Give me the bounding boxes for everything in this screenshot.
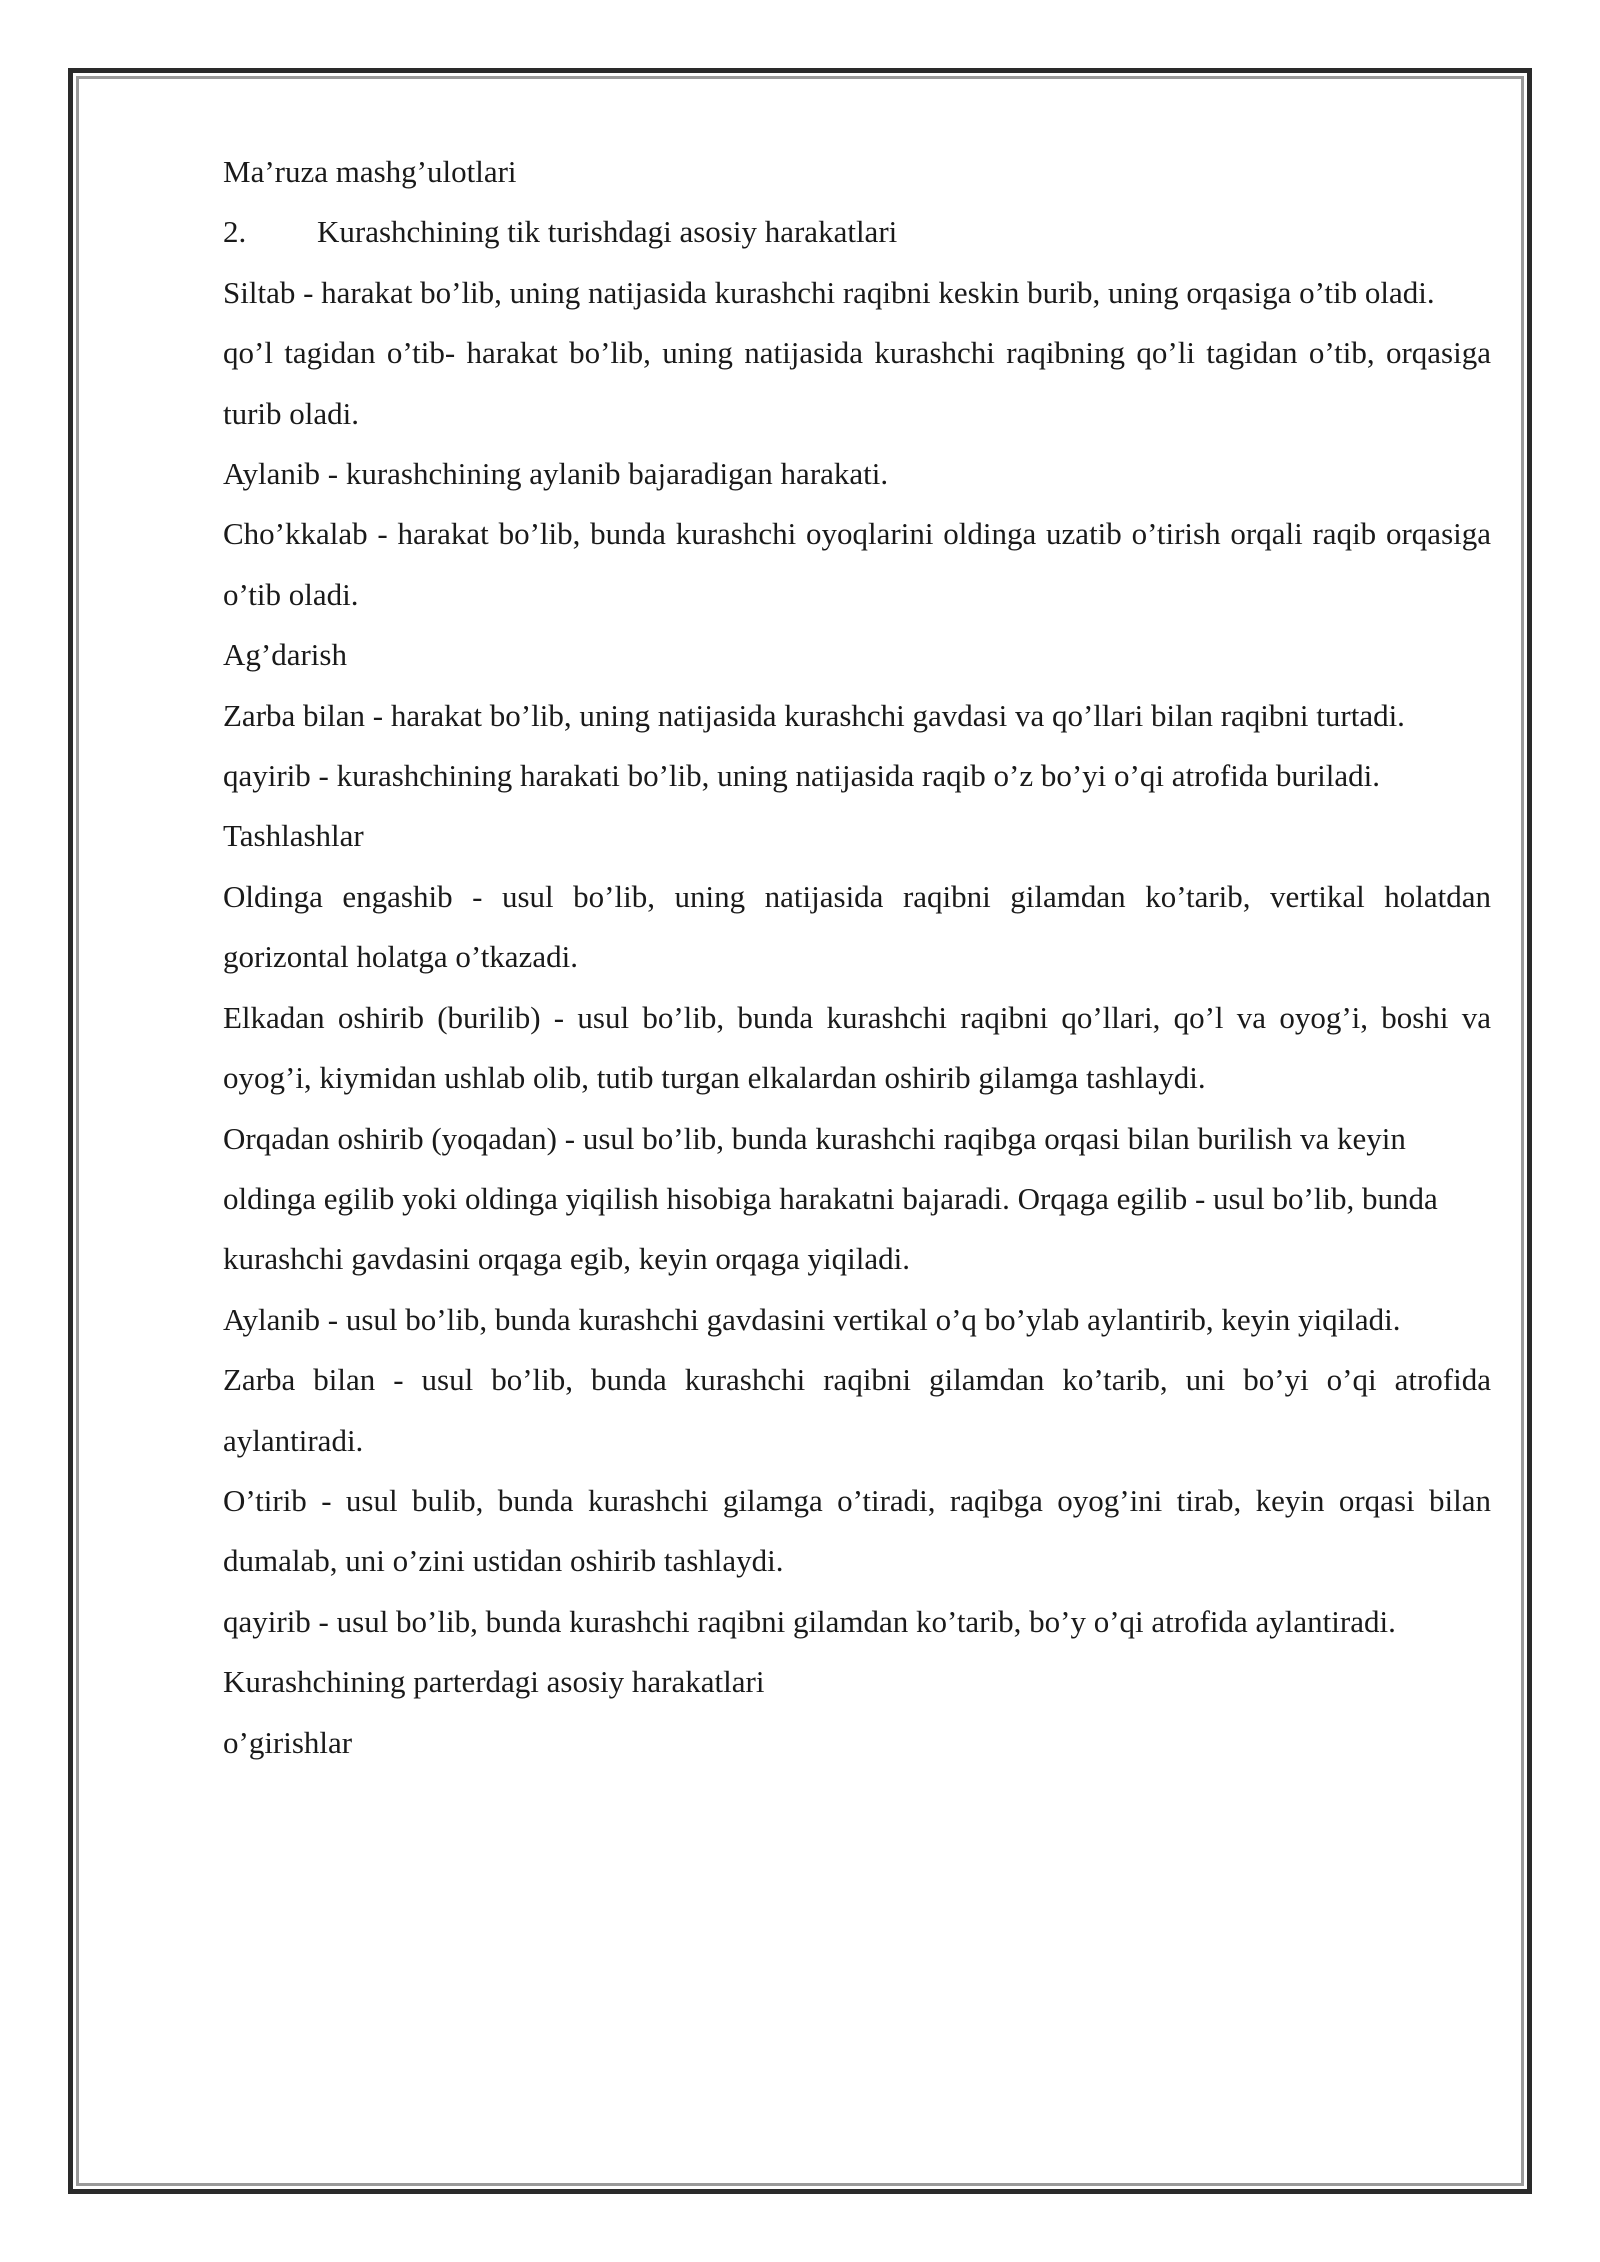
paragraph-orqadan-oshirib: Orqadan oshirib (yoqadan) - usul bo’lib, bunda kurashchi raqibga orqasi bilan burilish va keyin oldinga egilib yoki oldinga yiqilish hisobiga harakatni bajaradi. Orqaga egilib - usul bo’lib, bunda kurashchi gavdasini orqaga egib, keyin orqaga yiqiladi. — [223, 1120, 1438, 1277]
paragraph-elkadan-oshirib: Elkadan oshirib (burilib) - usul bo’lib, bunda kurashchi raqibni qo’llari, qo’l va oyog’i, boshi va oyog’i, kiymidan ushlab olib, tutib turgan elkalardan oshirib gilamga tashlaydi. — [223, 999, 1491, 1096]
paragraph-aylanib-harakat: Aylanib - kurashchining aylanib bajaradigan harakati. — [223, 456, 889, 492]
section-number: 2. — [223, 214, 247, 250]
paragraph-oldinga-engashib: Oldinga engashib - usul bo’lib, uning natijasida raqibni gilamdan ko’tarib, vertikal holatdan gorizontal holatga o’tkazadi. — [223, 878, 1491, 975]
paragraph-qayirib-harakat: qayirib - kurashchining harakati bo’lib, uning natijasida raqib o’z bo’yi o’qi atrofida buriladi. — [223, 758, 1381, 794]
paragraph-chokkalab: Cho’kkalab - harakat bo’lib, bunda kurashchi oyoqlarini oldinga uzatib o’tirish orqali raqib orqasiga o’tib oladi. — [223, 516, 1491, 612]
paragraph-qol-tagidan: qo’l tagidan o’tib- harakat bo’lib, uning natijasida kurashchi raqibning qo’li tagidan o’tib, orqasiga turib oladi. — [223, 335, 1491, 431]
subheading-tashlashlar: Tashlashlar — [223, 818, 364, 854]
paragraph-zarba-bilan-harakat: Zarba bilan - harakat bo’lib, uning natijasida kurashchi gavdasi va qo’llari bilan raqibni turtadi. — [223, 697, 1405, 733]
section-title: Kurashchining tik turishdagi asosiy harakatlari — [317, 214, 898, 250]
paragraph-aylanib-usul: Aylanib - usul bo’lib, bunda kurashchi gavdasini vertikal o’q bo’ylab aylantirib, keyin yiqiladi. — [223, 1301, 1401, 1337]
subheading-agdarish: Ag’darish — [223, 637, 347, 673]
subheading-parterdagi: Kurashchining parterdagi asosiy harakatlari — [223, 1664, 765, 1700]
subheading-ogirishlar: o’girishlar — [223, 1724, 353, 1760]
paragraph-siltab: Siltab - harakat bo’lib, uning natijasida kurashchi raqibni keskin burib, uning orqasiga o’tib oladi. — [223, 274, 1435, 310]
paragraph-otirib: O’tirib - usul bulib, bunda kurashchi gilamga o’tiradi, raqibga oyog’ini tirab, keyin orqasi bilan dumalab, uni o’zini ustidan oshirib tashlaydi. — [223, 1482, 1491, 1579]
paragraph-zarba-bilan-usul: Zarba bilan - usul bo’lib, bunda kurashchi raqibni gilamdan ko’tarib, uni bo’yi o’qi atrofida aylantiradi. — [223, 1362, 1491, 1458]
document-body — [223, 142, 1491, 1773]
section-heading — [223, 202, 1491, 262]
document-heading: Ma’ruza mashg’ulotlari — [223, 154, 517, 189]
paragraph-qayirib-usul: qayirib - usul bo’lib, bunda kurashchi raqibni gilamdan ko’tarib, bo’y o’qi atrofida aylantiradi. — [223, 1603, 1396, 1639]
